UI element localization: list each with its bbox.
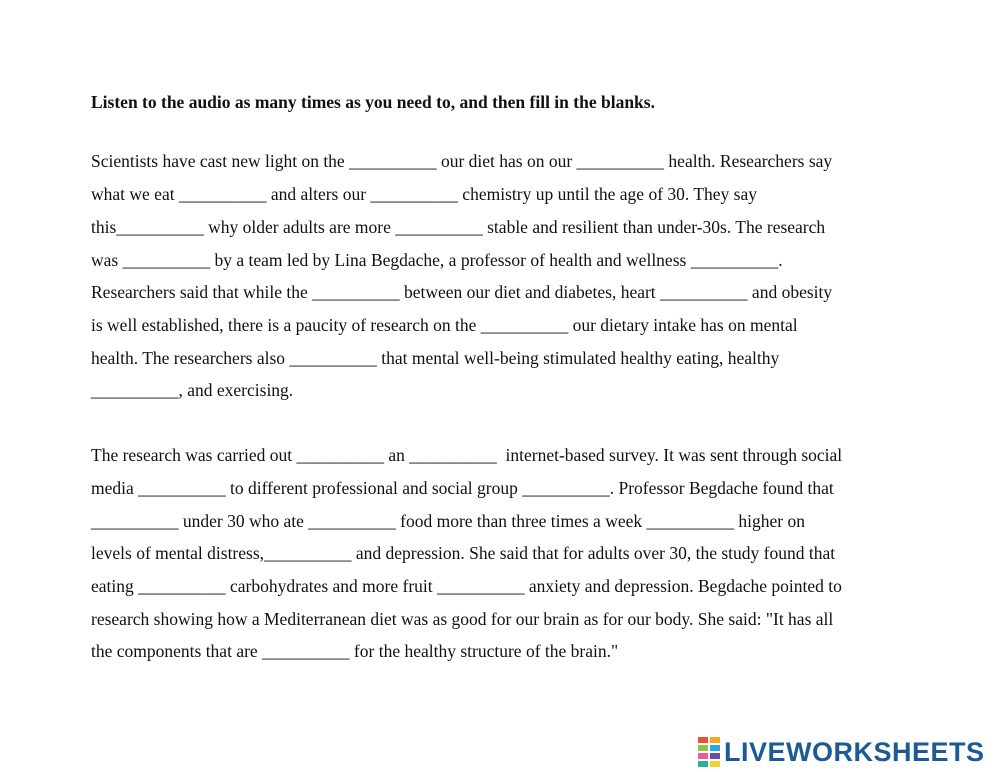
logo-badge-cell — [697, 744, 709, 752]
paragraph2-line: media __________ to different professional and social group __________. Professor Begdache found that — [91, 478, 834, 498]
logo-text: LIVEWORKSHEETS — [724, 737, 985, 767]
logo-badge-cell — [709, 736, 721, 744]
paragraph2-line: the components that are __________ for the healthy structure of the brain." — [91, 641, 619, 661]
paragraph2-line: The research was carried out __________ an __________ internet-based survey. It was sent through social — [91, 445, 843, 465]
paragraph2-line: levels of mental distress,__________ and depression. She said that for adults over 30, the study found that — [91, 543, 836, 563]
paragraph2-line: __________ under 30 who ate __________ food more than three times a week __________ higher on — [91, 511, 805, 531]
logo-badge-cell — [697, 760, 709, 768]
logo-badge-cell — [709, 752, 721, 760]
paragraph2-line: eating __________ carbohydrates and more fruit __________ anxiety and depression. Begdache pointed to — [91, 576, 842, 596]
instruction-heading: Listen to the audio as many times as you need to, and then fill in the blanks. — [91, 92, 655, 112]
paragraph1-line: is well established, there is a paucity of research on the __________ our dietary intake has on mental — [91, 315, 798, 335]
logo-badge-cell — [697, 736, 709, 744]
paragraph1-line: Researchers said that while the __________ between our diet and diabetes, heart __________ and obesity — [91, 282, 833, 302]
paragraph1-line: health. The researchers also __________ that mental well-being stimulated healthy eating, healthy — [91, 348, 780, 368]
paragraph1-line: what we eat __________ and alters our __________ chemistry up until the age of 30. They say — [91, 184, 757, 204]
logo-badge-cell — [709, 760, 721, 768]
paragraph1-line: __________, and exercising. — [91, 380, 294, 400]
logo-badge-icon — [697, 736, 721, 768]
paragraph1-line: this__________ why older adults are more __________ stable and resilient than under-30s. The research — [91, 217, 826, 237]
paragraph2-line: research showing how a Mediterranean diet was as good for our brain as for our body. She said: "It has all — [91, 609, 834, 629]
logo-badge-cell — [697, 752, 709, 760]
liveworksheets-logo — [697, 734, 985, 770]
paragraph1-line: was __________ by a team led by Lina Begdache, a professor of health and wellness __________. — [91, 250, 783, 270]
logo-badge-cell — [709, 744, 721, 752]
paragraph1-line: Scientists have cast new light on the __________ our diet has on our __________ health. Researchers say — [91, 151, 833, 171]
